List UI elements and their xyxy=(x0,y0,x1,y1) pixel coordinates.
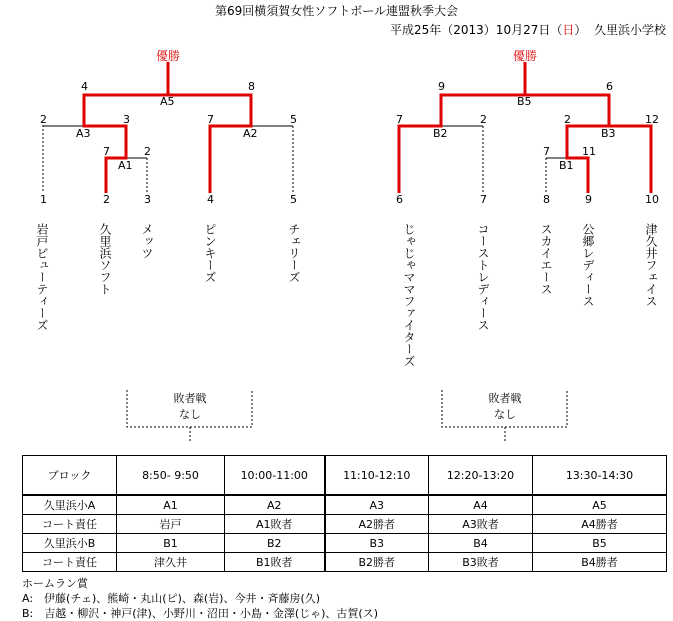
node-num-b: 7 xyxy=(543,145,550,158)
node-num-a: 3 xyxy=(123,113,130,126)
node-num-b: 6 xyxy=(606,80,613,93)
team-name: 公郷レディース xyxy=(581,223,595,307)
table-cell: B4 xyxy=(429,534,533,553)
team-name: 久里浜ソフト xyxy=(98,223,112,295)
table-cell: A4勝者 xyxy=(533,515,667,534)
header-cell: 13:30-14:30 xyxy=(533,456,667,496)
team-name-line: ファイターズ xyxy=(402,295,416,367)
champion-label-b: 優勝 xyxy=(513,49,538,63)
table-cell: A2 xyxy=(225,495,325,515)
match-label-a2: A2 xyxy=(243,127,258,140)
table-cell: A5 xyxy=(533,495,667,515)
match-label-a1: A1 xyxy=(118,159,133,172)
node-num-a: 8 xyxy=(248,80,255,93)
date-weekday: 日 xyxy=(562,23,575,37)
team-number: 4 xyxy=(207,193,214,206)
table-cell: 岩戸 xyxy=(117,515,225,534)
table-cell: B2勝者 xyxy=(325,553,429,572)
node-num-a: 2 xyxy=(40,113,47,126)
team-name: コーストレディース xyxy=(476,223,490,331)
node-num-b: 9 xyxy=(438,80,445,93)
table-cell: B1敗者 xyxy=(225,553,325,572)
node-num-b: 12 xyxy=(645,113,659,126)
team-name: チェリーズ xyxy=(287,223,301,283)
table-header-row xyxy=(23,456,667,496)
match-label-b5: B5 xyxy=(517,95,532,108)
table-cell: B2 xyxy=(225,534,325,553)
match-label-b1: B1 xyxy=(559,159,574,172)
table-cell: B3敗者 xyxy=(429,553,533,572)
table-cell: 津久井 xyxy=(117,553,225,572)
header-cell: 10:00-11:00 xyxy=(225,456,325,496)
team-name: ピンキーズ xyxy=(203,223,217,283)
header-cell: 12:20-13:20 xyxy=(429,456,533,496)
table-row xyxy=(23,515,667,534)
header-cell: 8:50- 9:50 xyxy=(117,456,225,496)
table-cell: A4 xyxy=(429,495,533,515)
table-row xyxy=(23,495,667,515)
match-label-b3: B3 xyxy=(601,127,616,140)
block-cell: コート責任 xyxy=(23,553,117,572)
team-number: 6 xyxy=(396,193,403,206)
block-cell: コート責任 xyxy=(23,515,117,534)
home-run-line-a: A: 伊藤(チェ)、熊崎・丸山(ピ)、森(岩)、今井・斉藤房(久) xyxy=(22,592,321,605)
table-cell: B3 xyxy=(325,534,429,553)
page-title: 第69回横須賀女性ソフトボール連盟秋季大会 xyxy=(214,4,459,18)
team-number: 3 xyxy=(144,193,151,206)
table-cell: A3敗者 xyxy=(429,515,533,534)
schedule-table xyxy=(22,455,667,572)
team-name: 岩戸ビューティーズ xyxy=(35,223,49,331)
table-cell: A1敗者 xyxy=(225,515,325,534)
team-name-line: じゃじゃママ xyxy=(402,223,416,295)
team-name: メッツ xyxy=(140,223,154,259)
home-run-title: ホームラン賞 xyxy=(22,577,88,590)
table-cell: A1 xyxy=(117,495,225,515)
match-label-a3: A3 xyxy=(76,127,91,140)
node-num-a: 4 xyxy=(81,80,88,93)
table-row xyxy=(23,534,667,553)
match-label-b2: B2 xyxy=(433,127,448,140)
date-prefix: 平成25年（2013）10月27日（ xyxy=(390,23,563,37)
team-number: 1 xyxy=(40,193,47,206)
losers-title-b: 敗者戦 xyxy=(488,392,522,405)
node-num-b: 2 xyxy=(564,113,571,126)
table-cell: B4勝者 xyxy=(533,553,667,572)
node-num-b: 7 xyxy=(396,113,403,126)
losers-value-a: なし xyxy=(179,408,201,421)
team-number: 7 xyxy=(480,193,487,206)
node-num-a: 5 xyxy=(290,113,297,126)
team-name: スカイエース xyxy=(539,223,553,295)
block-cell: 久里浜小A xyxy=(23,495,117,515)
table-cell: A2勝者 xyxy=(325,515,429,534)
block-cell: 久里浜小B xyxy=(23,534,117,553)
node-num-a: 2 xyxy=(144,145,151,158)
header-cell: ブロック xyxy=(23,456,117,496)
team-name xyxy=(383,223,415,367)
home-run-section xyxy=(22,576,378,621)
team-name: 津久井フェイス xyxy=(644,223,658,307)
home-run-line-b: B: 吉越・柳沢・神戸(津)、小野川・沼田・小島・金澤(じゃ)、古賀(ス) xyxy=(22,607,378,620)
losers-box-lines xyxy=(0,385,673,445)
table-cell: A3 xyxy=(325,495,429,515)
team-number: 9 xyxy=(585,193,592,206)
team-number: 8 xyxy=(543,193,550,206)
header-cell: 11:10-12:10 xyxy=(325,456,429,496)
team-number: 2 xyxy=(103,193,110,206)
node-num-b: 2 xyxy=(480,113,487,126)
match-label-a5: A5 xyxy=(160,95,175,108)
venue: 久里浜小学校 xyxy=(594,23,667,37)
node-num-b: 11 xyxy=(582,145,596,158)
table-cell: B5 xyxy=(533,534,667,553)
champion-label-a: 優勝 xyxy=(156,49,181,63)
table-cell: B1 xyxy=(117,534,225,553)
team-number: 10 xyxy=(645,193,659,206)
node-num-a: 7 xyxy=(103,145,110,158)
losers-title-a: 敗者戦 xyxy=(173,392,207,405)
node-num-a: 7 xyxy=(207,113,214,126)
date-suffix: ） xyxy=(574,23,587,37)
team-number: 5 xyxy=(290,193,297,206)
table-row xyxy=(23,553,667,572)
win-a-path xyxy=(84,62,251,193)
losers-value-b: なし xyxy=(494,408,516,421)
